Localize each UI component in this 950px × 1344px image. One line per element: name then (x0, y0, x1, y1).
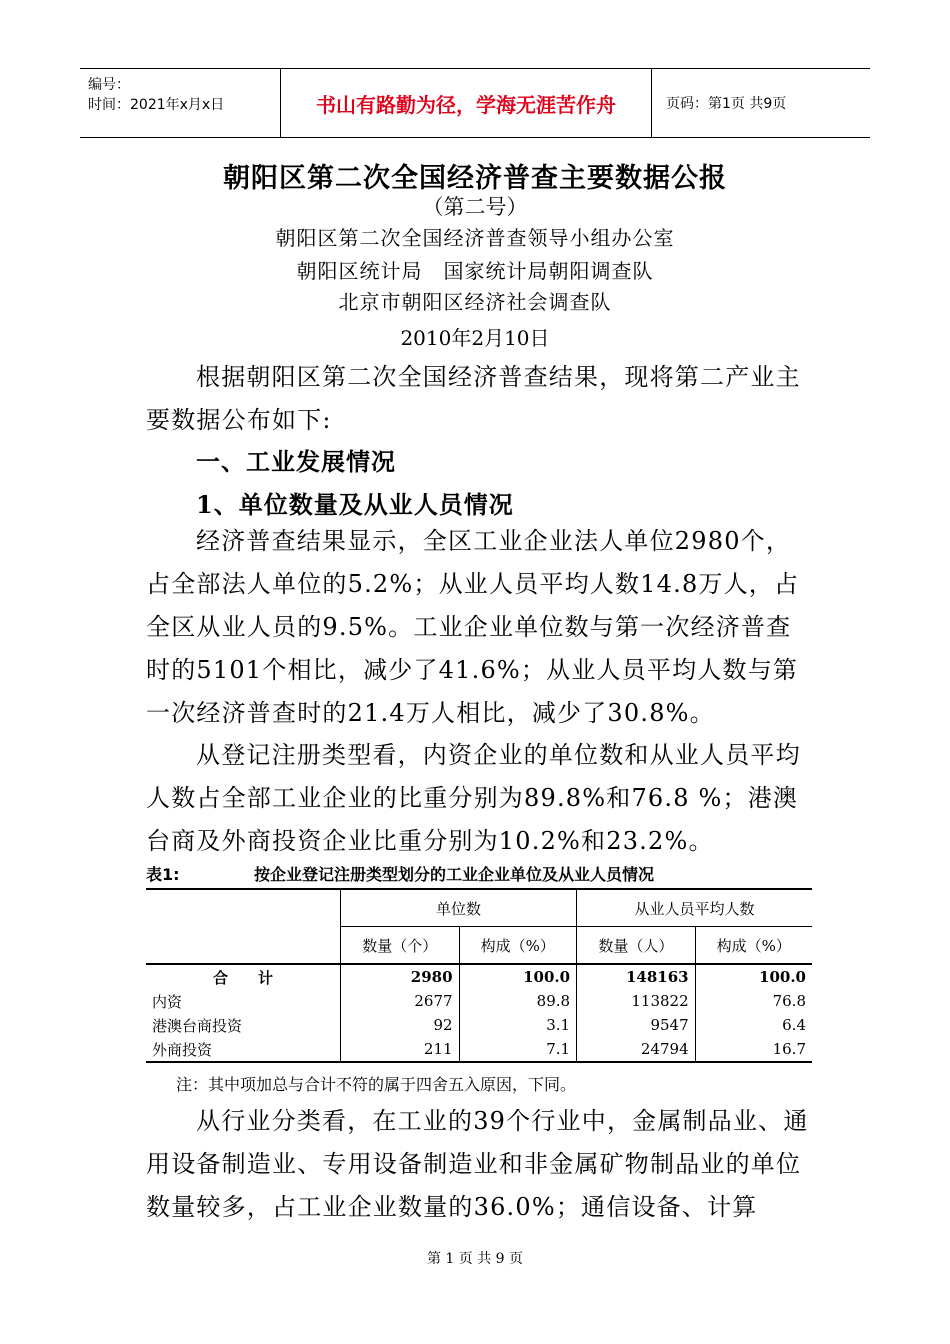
header-units-share: 构成（%） (459, 927, 577, 965)
intro-paragraph: 根据朝阳区第二次全国经济普查结果，现将第二产业主要数据公布如下: (146, 363, 801, 434)
header-people-share: 构成（%） (695, 927, 812, 965)
paragraph-3: 从行业分类看，在工业的39个行业中，金属制品业、通用设备制造业、专用设备制造业和非金属矿物制品业的单位数量较多，占工业企业数量的36.0%；通信设备、计算 (146, 1107, 809, 1221)
number-label: 编号： (88, 77, 130, 93)
page-footer: 第 1 页 共 9 页 (426, 1251, 524, 1267)
data-table (146, 888, 812, 1063)
table-row (146, 964, 812, 989)
row-units-share: 3.1 (459, 1013, 577, 1037)
table-row (146, 1013, 812, 1037)
row-units: 211 (341, 1037, 460, 1062)
header-meta (80, 69, 280, 137)
issuer-line-1: 朝阳区第二次全国经济普查领导小组办公室 (275, 226, 675, 250)
row-people: 148163 (577, 964, 696, 989)
row-name: 合 计 (212, 968, 273, 987)
header-people-count: 数量（人） (577, 927, 696, 965)
header-page-info: 页码：第1页 共9页 (666, 96, 787, 112)
header-group-units: 单位数 (341, 889, 577, 927)
table-title: 按企业登记注册类型划分的工业企业单位及从业人员情况 (254, 865, 655, 884)
row-people: 9547 (577, 1013, 696, 1037)
paragraph-2: 从登记注册类型看，内资企业的单位数和从业人员平均人数占全部工业企业的比重分别为89.8%和76.8 %；港澳台商及外商投资企业比重分别为10.2%和23.2%。 (146, 741, 801, 855)
table-row (146, 1037, 812, 1062)
table-row (146, 989, 812, 1013)
subsection-heading: 1、单位数量及从业人员情况 (196, 490, 514, 519)
table-corner-cell-2 (146, 927, 341, 965)
row-people: 113822 (577, 989, 696, 1013)
section-heading: 一、工业发展情况 (196, 447, 396, 476)
page-header (80, 68, 870, 138)
table-label: 表1: (146, 865, 180, 884)
row-people: 24794 (577, 1037, 696, 1062)
time-label: 时间：2021年x月x日 (88, 97, 225, 113)
row-people-share: 16.7 (695, 1037, 812, 1062)
row-units: 92 (341, 1013, 460, 1037)
row-people-share: 100.0 (695, 964, 812, 989)
header-group-people: 从业人员平均人数 (577, 889, 812, 927)
table-corner-cell (146, 889, 341, 927)
header-motto: 书山有路勤为径，学海无涯苦作舟 (280, 69, 652, 137)
paragraph-1: 经济普查结果显示，全区工业企业法人单位2980个，占全部法人单位的5.2%；从业人员平均人数14.8万人，占全区从业人员的9.5%。工业企业单位数与第一次经济普查时的5101个相比，减少了41.6%；从业人员平均人数与第一次经济普查时的21.4万人相比，减少了30.8%。 (146, 527, 800, 727)
issuer-line-2: 朝阳区统计局 国家统计局朝阳调查队 (296, 259, 654, 283)
row-units-share: 100.0 (459, 964, 577, 989)
row-name: 外商投资 (146, 1037, 341, 1062)
table-note: 注：其中项加总与合计不符的属于四舍五入原因，下同。 (176, 1075, 577, 1094)
row-name: 港澳台商投资 (152, 1016, 243, 1035)
row-units-share: 7.1 (459, 1037, 577, 1062)
row-name: 内资 (152, 992, 183, 1011)
row-units-share: 89.8 (459, 989, 577, 1013)
row-people-share: 76.8 (695, 989, 812, 1013)
document-date: 2010年2月10日 (400, 326, 550, 350)
row-units: 2980 (341, 964, 460, 989)
document-title: 朝阳区第二次全国经济普查主要数据公报 (223, 163, 727, 194)
row-units: 2677 (341, 989, 460, 1013)
issuer-line-3: 北京市朝阳区经济社会调查队 (338, 290, 612, 314)
row-people-share: 6.4 (695, 1013, 812, 1037)
document-subtitle: （第二号） (422, 195, 528, 219)
header-units-count: 数量（个） (341, 927, 460, 965)
